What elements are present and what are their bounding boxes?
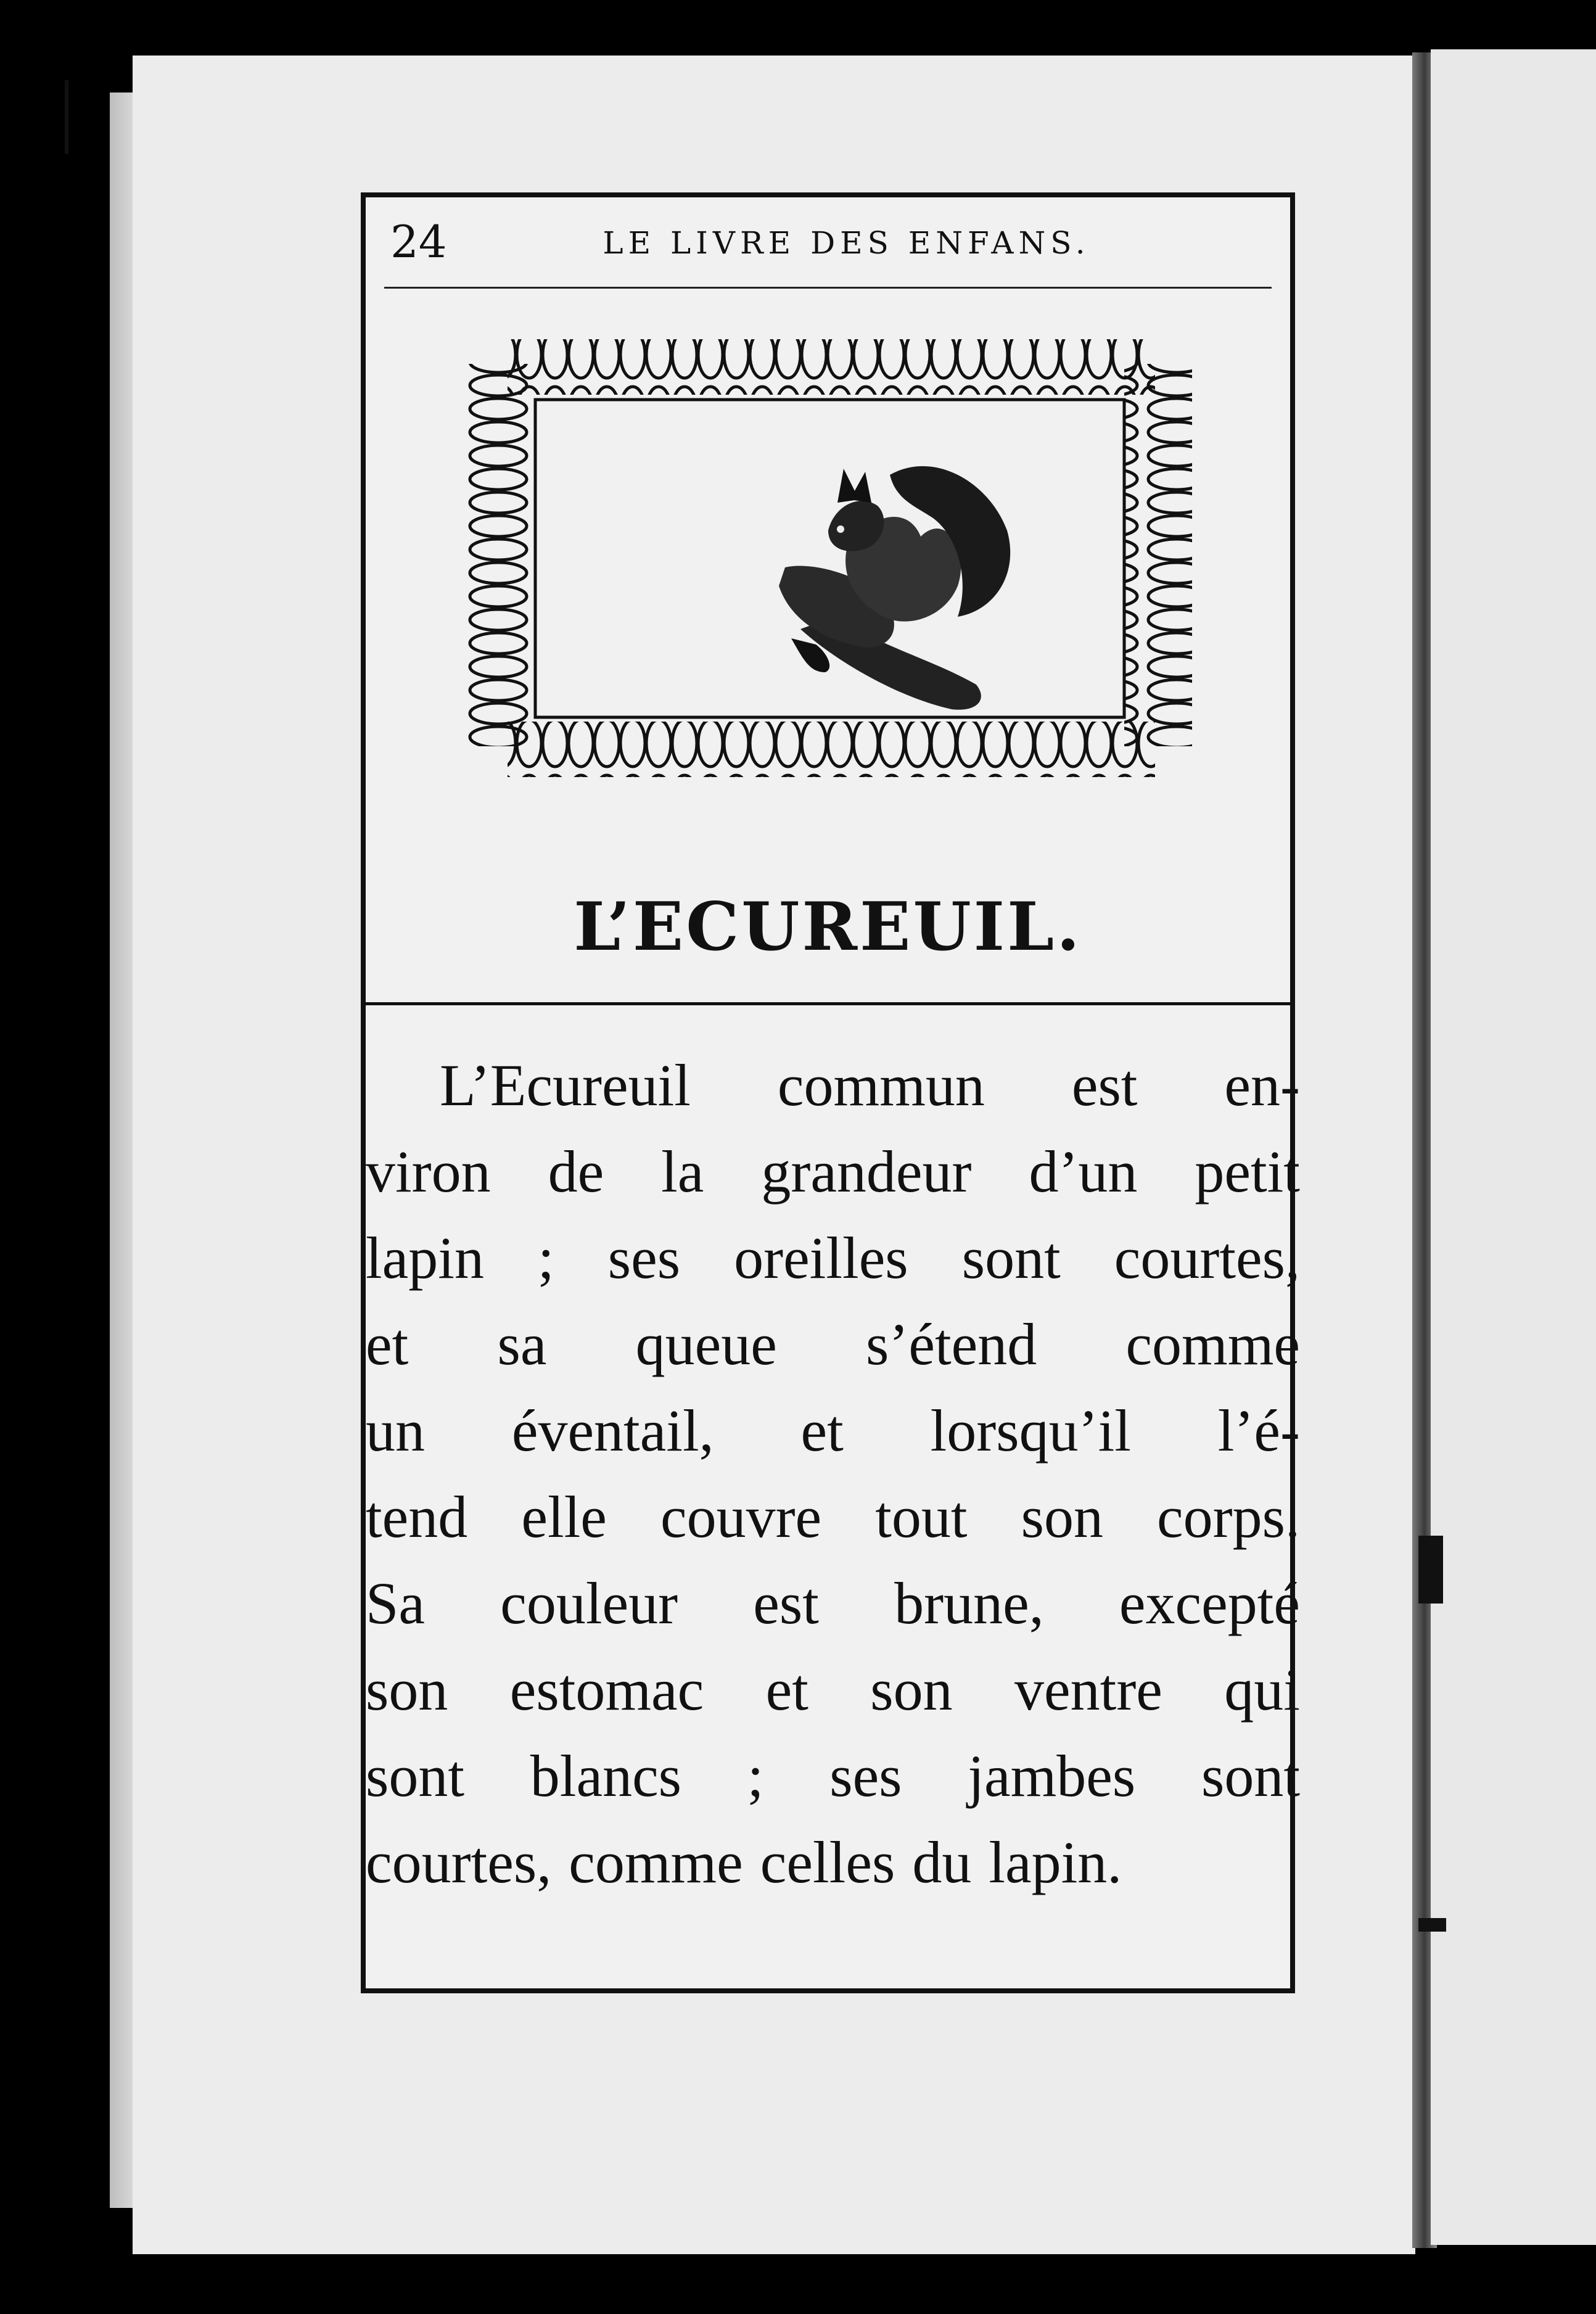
word: en- [1224,1052,1300,1118]
text-line [366,1647,1300,1733]
text-line [366,1301,1300,1388]
page-number: 24 [390,216,447,268]
word: elle [521,1484,607,1550]
text-line [366,1215,1300,1301]
word: tend [366,1484,468,1550]
squirrel-figure [779,466,1010,710]
word: couleur [500,1570,678,1636]
word: éventail, [511,1398,714,1464]
word: est [753,1570,819,1636]
word: qui [1224,1657,1300,1723]
squirrel-illustration [464,327,1198,783]
facing-page [1431,49,1596,2245]
book-title: LE LIVRE DES ENFANS. [603,225,1090,261]
word: du [912,1829,972,1895]
word: jambes [968,1743,1136,1809]
word: lapin [366,1225,484,1291]
body-paragraph [366,1042,1300,1906]
word: et [800,1398,844,1464]
word: comme [1125,1311,1300,1377]
word: corps. [1157,1484,1300,1550]
word: ses [607,1225,681,1291]
word: sont [1201,1743,1300,1809]
word: de [548,1138,604,1204]
text-line [366,1819,1300,1906]
text-line [366,1474,1300,1560]
word: s’étend [866,1311,1037,1377]
word: courtes, [366,1829,552,1895]
text-line [366,1560,1300,1647]
word: son [1021,1484,1103,1550]
word: et [765,1657,808,1723]
word: estomac [509,1657,704,1723]
word: sa [497,1311,547,1377]
word: ses [829,1743,902,1809]
text-line [366,1129,1300,1215]
word: brune, [894,1570,1044,1636]
text-line [366,1733,1300,1819]
word: l’é- [1217,1398,1300,1464]
word: couvre [660,1484,822,1550]
word: commun [777,1052,985,1118]
word: excepté [1119,1570,1300,1636]
spine-mark [1418,1918,1446,1932]
word: est [1071,1052,1138,1118]
word: blancs [530,1743,682,1809]
word: ; [538,1225,554,1291]
title-rule [366,1002,1290,1005]
word: L’Ecureuil [440,1052,691,1118]
word: comme [569,1829,743,1895]
ornament-border [464,339,1192,777]
word: lapin. [989,1829,1122,1895]
word: ; [747,1743,764,1809]
word: courtes, [1114,1225,1300,1291]
text-block-frame [361,192,1300,1993]
word: celles [760,1829,895,1895]
word: queue [635,1311,777,1377]
spine-mark [1418,1536,1443,1604]
word: et [366,1311,409,1377]
word: Sa [366,1570,425,1636]
word: un [366,1398,425,1464]
word: ventre [1014,1657,1162,1723]
word: viron [366,1138,491,1204]
word: sont [366,1743,465,1809]
section-title: L’ECUREUIL. [574,888,1082,966]
word: tout [875,1484,968,1550]
text-line [366,1042,1300,1129]
word: sont [961,1225,1061,1291]
word: d’un [1029,1138,1138,1204]
header-rule [384,287,1272,289]
running-head [366,197,1290,290]
word: son [870,1657,953,1723]
word: grandeur [761,1138,972,1204]
word: lorsqu’il [930,1398,1131,1464]
word: oreilles [734,1225,908,1291]
word: la [661,1138,704,1204]
word: son [366,1657,448,1723]
text-line [366,1388,1300,1474]
scan-mark [65,80,68,154]
word: petit [1195,1138,1300,1204]
